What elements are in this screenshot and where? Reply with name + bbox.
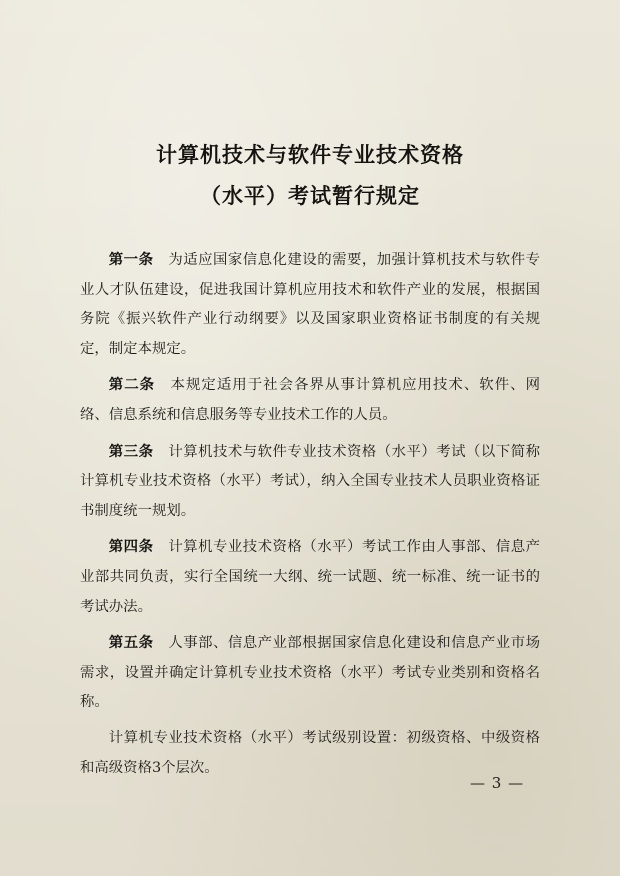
article-heading: 第四条 — [108, 538, 154, 556]
document-body — [80, 245, 540, 789]
article-heading: 第二条 — [108, 376, 156, 394]
article-text: 人事部、信息产业部根据国家信息化建设和信息产业市场需求，设置并确定计算机专业技术资格（水平）考试专业类别和资格名称。 — [80, 635, 540, 711]
exam-levels-paragraph: 计算机专业技术资格（水平）考试级别设置：初级资格、中级资格和高级资格3个层次。 — [80, 729, 540, 776]
article-2 — [80, 370, 540, 430]
article-heading: 第三条 — [108, 442, 154, 460]
article-5 — [80, 628, 540, 718]
article-text: 为适应国家信息化建设的需要，加强计算机技术与软件专业人才队伍建设，促进我国计算机应用技术和软件产业的发展，根据国务院《振兴软件产业行动纲要》以及国家职业资格证书制度的有关规定，制定本规定。 — [80, 252, 540, 357]
article-4 — [80, 532, 540, 622]
article-text: 本规定适用于社会各界从事计算机应用技术、软件、网络、信息系统和信息服务等专业技术工作的人员。 — [80, 377, 540, 423]
article-heading: 第一条 — [108, 251, 154, 268]
article-text: 计算机专业技术资格（水平）考试工作由人事部、信息产业部共同负责，实行全国统一大纲、统一试题、统一标准、统一证书的考试办法。 — [80, 539, 540, 615]
article-3 — [80, 437, 540, 527]
page-number: — 3 — — [470, 774, 525, 792]
document-title-line-1: 计算机技术与软件专业技术资格 — [156, 142, 464, 167]
document-title-line-2: （水平）考试暂行规定 — [200, 183, 420, 208]
article-text: 计算机技术与软件专业技术资格（水平）考试（以下简称计算机专业技术资格（水平）考试），纳入全国专业技术人员职业资格证书制度统一规划。 — [80, 443, 540, 519]
article-heading: 第五条 — [108, 634, 154, 652]
article-1 — [80, 245, 540, 364]
